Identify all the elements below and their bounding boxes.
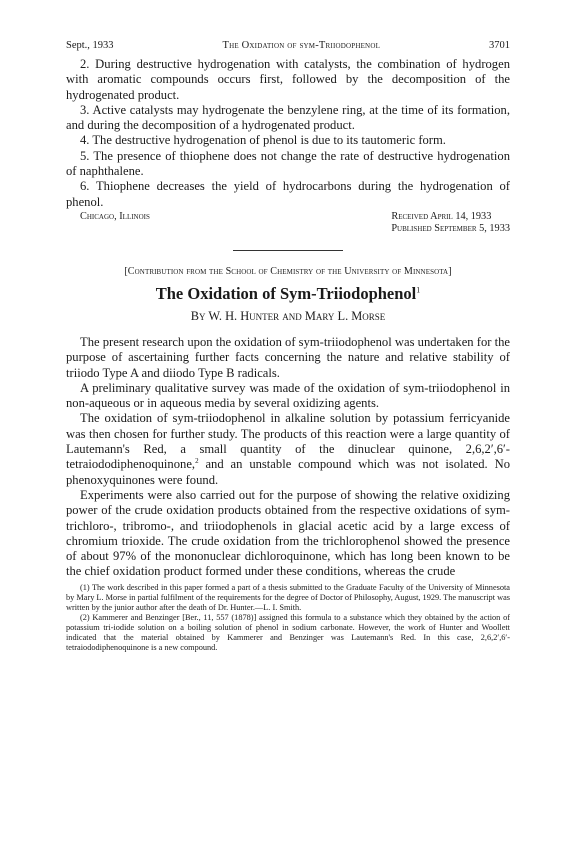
footnote: (1) The work described in this paper formed a part of a thesis submitted to the Graduate Faculty of the University of Minnesota by Mary L. Morse in partial fulfilment of the requirements for the degree of Doctor of Philosophy, August, 1929. The manuscript was written by the junior author after the death of Dr. Hunter.—L. I. Smith. — [66, 582, 510, 612]
body-paragraph: The present research upon the oxidation of sym-triiodophenol was undertaken for the purpose of ascertaining further facts concerning the nature and relative stability of triiodo Type A and diiodo Type B radicals. — [66, 334, 510, 380]
signature-dates — [391, 211, 510, 235]
article-body — [66, 335, 510, 580]
body-paragraph: Experiments were also carried out for the purpose of showing the relative oxidizing power of the crude oxidation products obtained from the respective oxidations of sym-trichloro-, tribromo-, and triiodophenols in glacial acetic acid by a large excess of chromium trioxide. The crude oxidation from the trichlorophenol showed the presence of about 97% of the mononuclear dichloroquinone, which has long been known to be the chief oxidation product formed under these conditions, whereas the crude — [66, 487, 510, 579]
conclusions-list — [66, 57, 510, 210]
signature-location: Chicago, Illinois — [80, 210, 150, 222]
conclusion-item: 3. Active catalysts may hydrogenate the benzylene ring, at the time of its formation, and during the decomposition of a hydrogenated product. — [66, 102, 510, 133]
title-footnote-mark: 1 — [416, 285, 421, 295]
author-byline: By W. H. Hunter and Mary L. Morse — [190, 308, 386, 323]
conclusion-item: 4. The destructive hydrogenation of phenol is due to its tautomeric form. — [80, 133, 446, 148]
paragraph-text: The oxidation of sym-triiodophenol in alkaline solution by potassium ferricyanide was then chosen for further study. The products of this reaction were a large quantity of Lautemann's Red, a small quantity of the dinuclear quinone, 2,6,2′,6′-tetraiododiphenoquinone, — [66, 411, 510, 472]
header-title: The Oxidation of sym-Triiodophenol — [222, 40, 381, 51]
footnotes — [66, 583, 510, 653]
body-paragraph: A preliminary qualitative survey was made of the oxidation of sym-triiodophenol in non-aqueous or in aqueous media by several oxidizing agents. — [66, 380, 510, 411]
published-date: Published September 5, 1933 — [391, 222, 510, 234]
article-title-text: The Oxidation of Sym-Triiodophenol — [155, 283, 417, 303]
section-divider — [233, 250, 343, 251]
conclusion-item: 5. The presence of thiophene does not change the rate of destructive hydrogenation of naphthalene. — [66, 148, 510, 179]
journal-page — [66, 40, 510, 653]
received-date: Received April 14, 1933 — [391, 210, 492, 222]
contribution-line: [Contribution from the School of Chemistry of the University of Minnesota] — [124, 265, 452, 277]
header-date: Sept., 1933 — [66, 40, 114, 51]
article-title — [66, 284, 510, 304]
body-paragraph — [66, 411, 510, 487]
running-head — [66, 40, 510, 51]
conclusion-item: 2. During destructive hydrogenation with catalysts, the combination of hydrogen with aromatic compounds occurs first, followed by the decomposition of the hydrogenated product. — [66, 57, 510, 102]
paragraph-text-tail: and an unstable compound which was not isolated. No phenoxyquinones were found. — [66, 457, 510, 487]
footnote: (2) Kammerer and Benzinger [Ber., 11, 557 (1878)] assigned this formula to a substance which they obtained by the action of potassium tri-iodide solution on a boiling solution of phenol in sodium carbonate. However, the work of Hunter and Woollett indicated that the material obtained by Kammerer and Benzinger was Lautemann's Red. In this case, 2,6,2′,6′-tetraiododiphenoquinone is a new compound. — [66, 612, 510, 652]
signature-block — [66, 211, 510, 235]
footnote-mark: 2 — [195, 457, 199, 466]
conclusion-item: 6. Thiophene decreases the yield of hydrocarbons during the hydrogenation of phenol. — [66, 179, 510, 209]
header-page-number: 3701 — [488, 40, 510, 51]
